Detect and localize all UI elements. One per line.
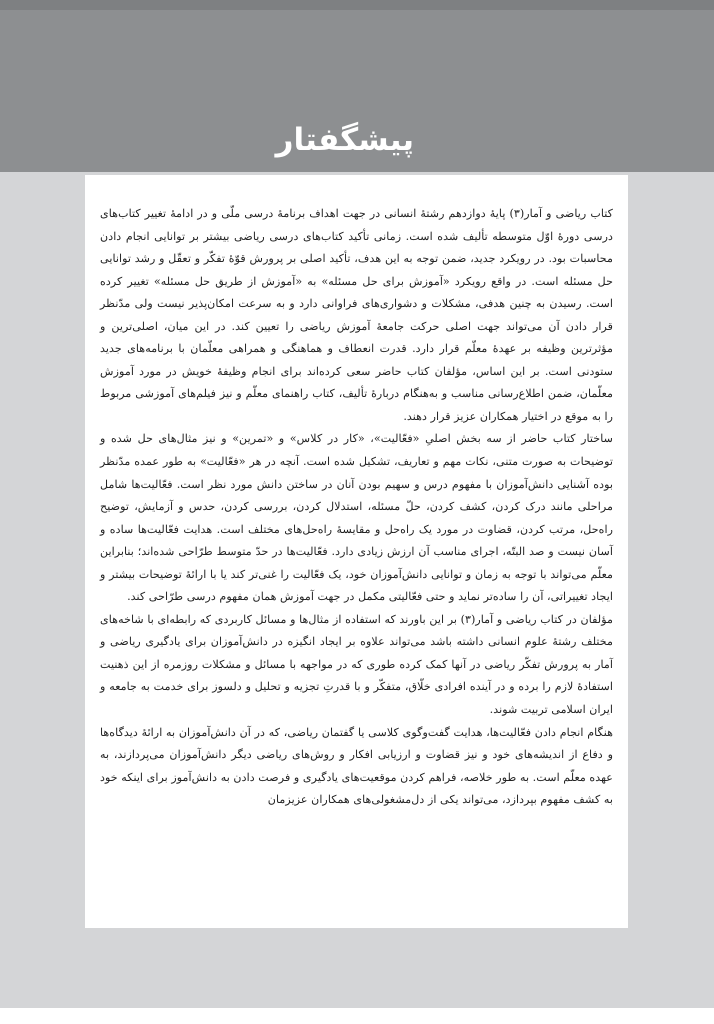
preface-text: [100, 203, 613, 812]
paragraph-4: هنگام انجام دادن فعّالیت‌ها، هدایت گفت‌وگوی کلاسی یا گفتمان ریاضی، که در آن دانش‌آموزان به ارائهٔ دیدگاه‌ها و دفاع از اندیشه‌های خود و نیز قضاوت و ارزیابی افکار و روش‌های ریاضی دیگر دانش‌آموزان می‌پردازند، به عهده معلّم است. به طور خلاصه، فراهم کردن موقعیت‌های یادگیری و فرصت دادن به دانش‌آموز برای اینکه خود به کشف مفهوم بپردازد، می‌تواند یکی از دل‌مشغولی‌های همکاران عزیزمان: [100, 725, 613, 807]
header-band: [0, 0, 714, 172]
paragraph-2: ساختار کتاب حاضر از سه بخش اصلیِ «فعّالیت»، «کار در کلاس» و «تمرین» و نیز مثال‌های حل شده و توضیحات به صورت متنی، نکات مهم و تعاریف، تشکیل شده است. آنچه در هر «فعّالیت» به طور عمده مدّنظر بوده آشنایی دانش‌آموزان با مفهوم درس و سهیم بودن آنان در ساختن دانش مورد نظر است. فعّالیت‌ها شامل مراحلی مانند درک کردن، کشف کردن، حلّ مسئله، استدلال کردن، بررسی کردن، حدس و آزمایش، توضیح راه‌حل، مرتب کردن، قضاوت در مورد یک راه‌حل و مقایسهٔ راه‌حل‌های مختلف است. هدایت فعّالیت‌ها ساده و آسان نیست و صد البتّه، اجرای مناسب آن ارزش زیادی دارد. فعّالیت‌ها در حدّ متوسط طرّاحی شده‌اند؛ بنابراین معلّم می‌تواند با توجه به زمان و توانایی دانش‌آموزان خود، یک فعّالیت را غنی‌تر کند یا با ارائهٔ توضیحات بیشتر و ایجاد تغییراتی، آن را ساده‌تر نماید و حتی فعّالیتی مکمل در جهت آموزش همان مفهوم درسی طرّاحی کند.: [100, 432, 613, 604]
paragraph-3: مؤلفان در کتاب ریاضی و آمار(۳) بر این باورند که استفاده از مثال‌ها و مسائل کاربردی که رابطه‌ای با شاخه‌های مختلف رشتهٔ علوم انسانی داشته باشد می‌تواند علاوه بر ایجاد انگیزه در دانش‌آموزان برای یادگیری ریاضی و آمار به پرورش تفکّر ریاضی در آنها کمک کرده طوری که در مواجهه با مسائل و مشکلات روزمره از این ذهنیت استفادهٔ لازم را برده و در آینده افرادی خلّاق، متفکّر و با قدرتِ تجزیه و تحلیل و دلسوز برای خدمت به جامعه و ایران اسلامی تربیت شوند.: [100, 612, 613, 717]
paragraph-1: کتاب ریاضی و آمار(۳) پایهٔ دوازدهم رشتهٔ انسانی در جهت اهداف برنامهٔ درسی ملّی و در ادامهٔ تغییر کتاب‌های درسی دورهٔ اوّل متوسطه تألیف شده است. زمانی تأکید کتاب‌های درسی ریاضی بیشتر بر توانایی انجام دادن محاسبات بود. در رویکرد جدید، ضمن توجه به این هدف، تأکید اصلی بر پرورش قوّهٔ تفکّر و تعقّل و رشد توانایی حل مسئله است. در واقع رویکرد «آموزش برای حل مسئله» به «آموزش از طریق حل مسئله» تغییر کرده است. رسیدن به چنین هدفی، مشکلات و دشواری‌های فراوانی دارد و به سرعت امکان‌پذیر نیست ولی مدّنظر قرار دادن آن می‌تواند جهت اصلی حرکت جامعهٔ آموزش ریاضی را تعیین کند. در این میان، اصلی‌ترین و مؤثرترین وظیفه بر عهدهٔ معلّم قرار دارد. قدرت انعطاف و هماهنگی و همراهی معلّمان با برنامه‌های جدید ستودنی است. بر این اساس، مؤلفان کتاب حاضر سعی کرده‌اند برای انجام وظیفهٔ خویش در مورد آموزش معلّمان، ضمن اطلاع‌رسانی مناسب و به‌هنگام دربارهٔ تألیف، کتاب راهنمای معلّم و نیز فیلم‌های آموزشی مربوط را به موقع در اختیار همکاران عزیز قرار دهند.: [100, 207, 613, 423]
content-panel: [85, 175, 628, 928]
header-top-strip: [0, 0, 714, 10]
page-title: پیشگفتار: [275, 122, 414, 158]
